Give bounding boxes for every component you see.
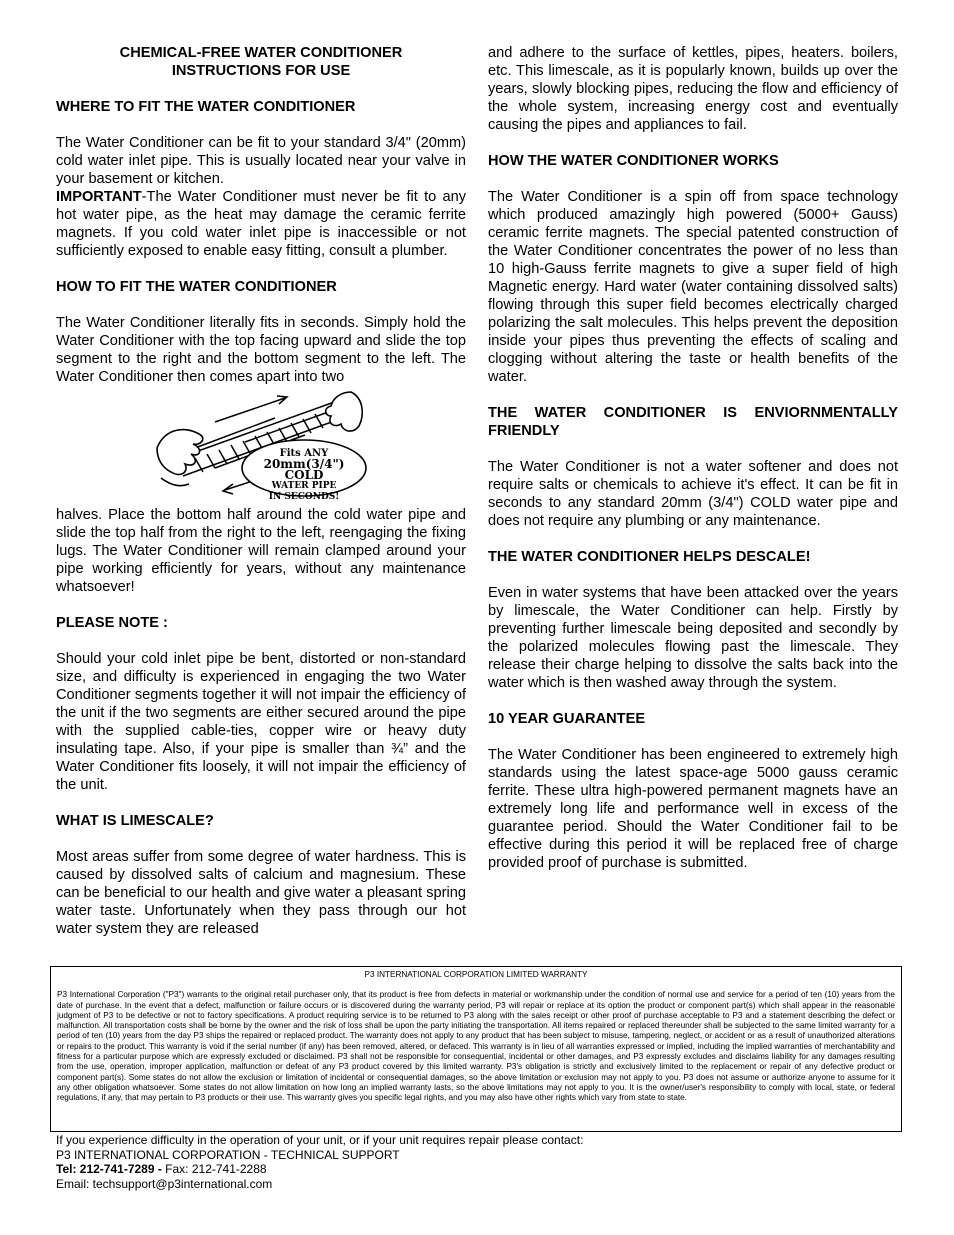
guarantee-paragraph: The Water Conditioner has been engineered to extremely high standards using the latest space-age 5000 gauss ceramic ferrite. These ultra high-powered permanent magnets have an extremely long life and performance well in excess of the guarantee period. Should the Water Conditioner fail to be effective during this period it will be replaced free of charge provided proof of purchase is submitted. bbox=[488, 747, 898, 871]
please-note-heading: PLEASE NOTE : bbox=[56, 615, 168, 631]
limescale-paragraph: Most areas suffer from some degree of water hardness. This is caused by dissolved salts of calcium and magnesium. These can be beneficial to our health and give water a pleasant spring water taste. Unfortunately when they pass through our hot water system they are released bbox=[56, 849, 466, 937]
important-label: IMPORTANT bbox=[56, 189, 142, 205]
environment-paragraph: The Water Conditioner is not a water softener and does not require salts or chemicals to achieve it's effect. It can be fit in seconds to any standard 20mm (3/4") COLD water pipe and does not require any plumbing or any maintenance. bbox=[488, 459, 898, 529]
environment-heading: THE WATER CONDITIONER IS ENVIORNMENTALLY FRIENDLY bbox=[488, 405, 898, 439]
contact-company: P3 INTERNATIONAL CORPORATION - TECHNICAL SUPPORT bbox=[56, 1147, 400, 1162]
contact-email: Email: techsupport@p3international.com bbox=[56, 1176, 273, 1191]
descale-heading: THE WATER CONDITIONER HELPS DESCALE! bbox=[488, 549, 811, 565]
descale-paragraph: Even in water systems that have been attacked over the years by limescale, the Water Conditioner can help. Firstly by preventing further limescale being deposited and secondly by the polarized molecules flowing past the limescale. They release their charge helping to dissolve the salts back into the water which is then washed away through the system. bbox=[488, 585, 898, 691]
guarantee-heading: 10 YEAR GUARANTEE bbox=[488, 711, 646, 727]
where-to-fit-heading: WHERE TO FIT THE WATER CONDITIONER bbox=[56, 99, 356, 115]
contact-phone-line bbox=[56, 1162, 856, 1177]
how-to-fit-paragraph-1: The Water Conditioner literally fits in seconds. Simply hold the Water Conditioner with the top facing upward and slide the top segment to the right and the bottom segment to the left. The Water Conditioner then comes apart into two bbox=[56, 315, 466, 385]
warranty-body: P3 International Corporation ("P3") warrants to the original retail purchaser only, that its product is free from defects in material or workmanship under the condition of normal use and service for a period of ten (10) years from the date of purchase. In the event that a defect, malfunction or failure occurs or is discovered during the warranty period, P3 will repair or replace at its option the product or component part(s) which shall appear in the reasonable judgment of P3 to be defective or not to factory specifications. A product requiring service is to be returned to P3 along with the sales receipt or other proof of purchase acceptable to P3 and a statement describing the defect or malfunction. All transportation costs shall be borne by the owner and the risk of loss shall be upon the party initiating the transportation. All items repaired or replaced thereunder shall be subjected to the same limited warranty for a period of ten (10) years from the day P3 ships the repaired or replaced product. The warranty does not apply to any product that has been subject to misuse, tampering, neglect, or accident or as a result of unauthorized alterations or repairs to the product. This warranty is void if the serial number (if any) has been removed, altered, or defaced. This warranty is in lieu of all warranties expressed or implied, including the implied warranties of merchantability and fitness for a particular purpose which are expressly excluded or disclaimed. P3 shall not be responsible for consequential, incidental or other damages, and P3 expressly excludes and disclaims liability for any damages resulting from the use, operation, improper application, malfunction or defeat of any P3 product covered by this limited warranty. P3's obligation is strictly and exclusively limited to the replacement or repair of any defective product or component part(s). Some states do not allow the exclusion or limitation of incidental or consequential damages, so the above limitation or exclusion may not apply to you. P3 does not assume or authorize anyone to assume for it any other obligation whatsoever. Some states do not allow limitation on how long an implied warranty lasts, so the above limitations may not apply to you. It is the owner/user's responsibility to comply with local, state, or federal regulations, if any, that may pertain to P3 products or their use. This warranty gives you specific legal rights, and you may also have other rights which vary from state to state. bbox=[57, 990, 895, 1103]
limescale-continued-paragraph: and adhere to the surface of kettles, pipes, heaters. boilers, etc. This limescale, as it is popularly known, builds up over the years, slowly blocking pipes, reducing the flow and efficiency of the whole system, increasing energy cost and eventually causing the pipes and appliances to fail. bbox=[488, 45, 898, 133]
page-title bbox=[56, 44, 466, 80]
title-line-1: CHEMICAL-FREE WATER CONDITIONER bbox=[119, 45, 403, 61]
fitting-illustration bbox=[155, 388, 367, 500]
contact-tel: Tel: 212-741-7289 - bbox=[56, 1162, 162, 1176]
title-line-2: INSTRUCTIONS FOR USE bbox=[171, 63, 351, 79]
contact-intro: If you experience difficulty in the operation of your unit, or if your unit requires repair please contact: bbox=[56, 1133, 584, 1147]
right-column bbox=[488, 44, 898, 872]
contact-fax: Fax: 212-741-2288 bbox=[161, 1162, 267, 1176]
where-to-fit-paragraph: The Water Conditioner can be fit to your standard 3/4" (20mm) cold water inlet pipe. This is usually located near your valve in your basement or kitchen. bbox=[56, 135, 466, 187]
how-to-fit-heading: HOW TO FIT THE WATER CONDITIONER bbox=[56, 279, 337, 295]
caption-line-3: WATER PIPE bbox=[271, 481, 337, 491]
how-it-works-paragraph: The Water Conditioner is a spin off from space technology which produced amazingly high powered (5000+ Gauss) ceramic ferrite magnets. The special patented construction of the Water Conditioner concentrates the power of no less than 10 high-Gauss ferrite magnets to give a super field of high Magnetic energy. Hard water (water containing dissolved salts) flowing through this super field becomes electrically charged polarizing the salt molecules. This helps prevent the deposition inside your pipes thus preventing the effects of scaling and clogging without altering the taste or health benefits of the water. bbox=[488, 189, 898, 385]
caption-line-4: IN SECONDS! bbox=[268, 492, 340, 502]
please-note-paragraph: Should your cold inlet pipe be bent, distorted or non-standard size, and difficulty is experienced in engaging the two Water Conditioner segments together it will not impair the efficiency of the unit if the two segments are either secured around the pipe with the supplied cable-ties, copper wire or heavy duty insulating tape. Also, if your pipe is smaller than ¾” and the Water Conditioner fits loosely, it will not impair the efficiency of the unit. bbox=[56, 651, 466, 793]
left-column bbox=[56, 44, 466, 938]
limited-warranty-box bbox=[50, 966, 902, 1132]
how-to-fit-paragraph-2: halves. Place the bottom half around the cold water pipe and slide the top half from the right to the left, reengaging the fixing lugs. The Water Conditioner will remain clamped around your pipe working efficiently for years, without any maintenance whatsoever! bbox=[56, 507, 466, 595]
limescale-heading: WHAT IS LIMESCALE? bbox=[56, 813, 214, 829]
illustration-caption bbox=[249, 448, 359, 503]
warranty-title: P3 INTERNATIONAL CORPORATION LIMITED WARRANTY bbox=[364, 970, 588, 979]
important-paragraph bbox=[56, 188, 466, 260]
caption-line-1: Fits ANY bbox=[279, 448, 329, 459]
how-it-works-heading: HOW THE WATER CONDITIONER WORKS bbox=[488, 153, 779, 169]
important-text: -The Water Conditioner must never be fit to any hot water pipe, as the heat may damage the ceramic ferrite magnets. If you cold water inlet pipe is inaccessible or not sufficiently exposed to enable easy fitting, consult a plumber. bbox=[56, 189, 466, 259]
contact-block bbox=[56, 1133, 856, 1191]
caption-line-2: 20mm(3/4") COLD bbox=[263, 457, 345, 482]
